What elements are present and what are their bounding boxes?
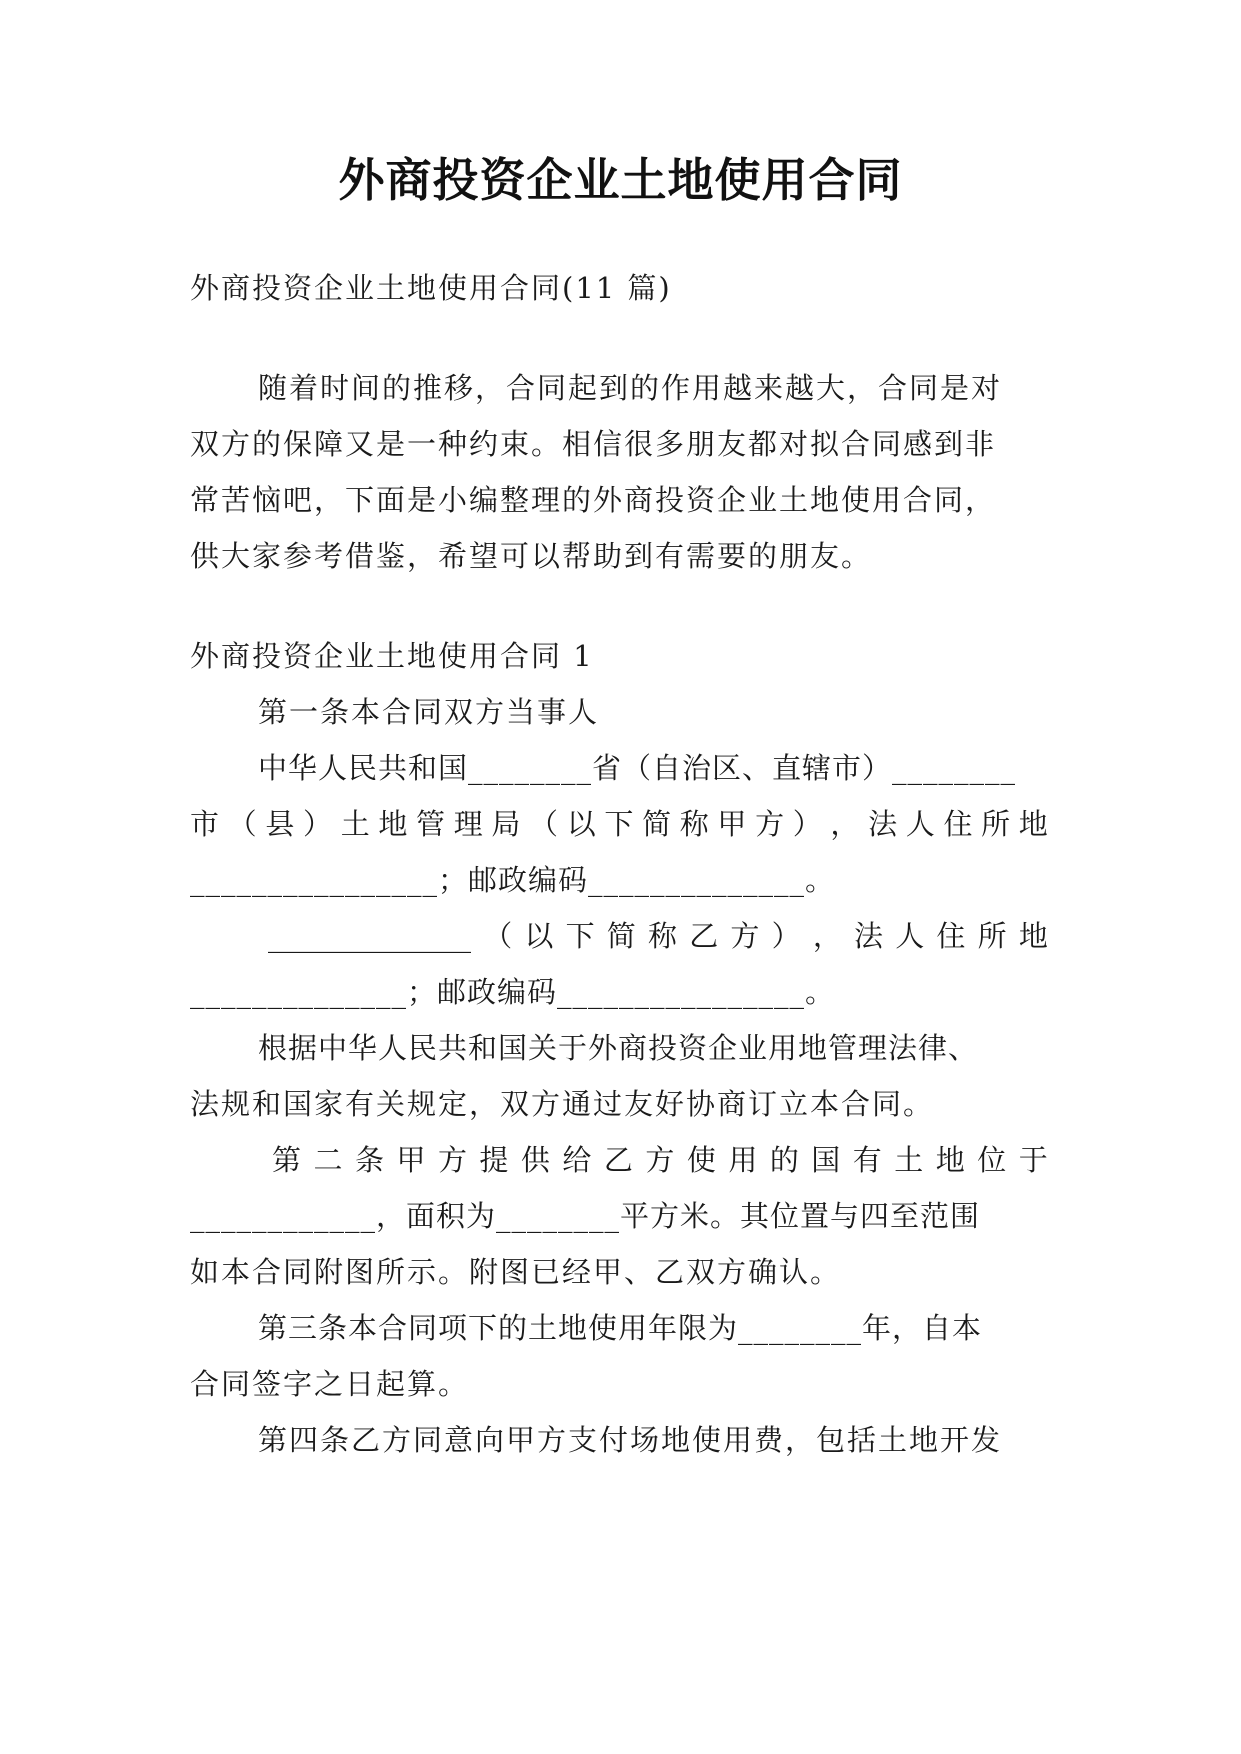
article-1-line-2: 市 （ 县 ） 土 地 管 理 局 （ 以 下 简 称 甲 方 ） ， 法 人 住 所 地 (190, 807, 1048, 841)
document-subtitle: 外商投资企业土地使用合同(11 篇) (190, 271, 672, 305)
article-4-line-1: 第四条乙方同意向甲方支付场地使用费，包括土地开发 (258, 1423, 1003, 1457)
article-2-line-2: ____________，面积为________平方米。其位置与四至范围 (190, 1199, 981, 1233)
article-3-line-1: 第三条本合同项下的土地使用年限为________年，自本 (258, 1311, 983, 1345)
article-2-line-3: 如本合同附图所示。附图已经甲、乙双方确认。 (190, 1255, 842, 1289)
article-1-line-3: ________________；邮政编码______________。 (190, 863, 836, 897)
article-1-heading: 第一条本合同双方当事人 (258, 695, 600, 729)
intro-line-2: 双方的保障又是一种约束。相信很多朋友都对拟合同感到非 (190, 427, 997, 461)
section-heading: 外商投资企业土地使用合同 1 (190, 639, 594, 673)
article-1-line-4: ______________ （ 以 下 简 称 乙 方 ） ， 法 人 住 所 地 (268, 919, 1048, 953)
basis-line-1: 根据中华人民共和国关于外商投资企业用地管理法律、 (258, 1031, 979, 1065)
article-2-line-1: 第 二 条 甲 方 提 供 给 乙 方 使 用 的 国 有 土 地 位 于 (272, 1143, 1048, 1177)
article-3-line-2: 合同签字之日起算。 (190, 1367, 470, 1401)
intro-line-4: 供大家参考借鉴，希望可以帮助到有需要的朋友。 (190, 539, 873, 573)
article-1-line-5: ______________；邮政编码________________。 (190, 975, 836, 1009)
intro-line-1: 随着时间的推移，合同起到的作用越来越大，合同是对 (258, 371, 1003, 405)
article-1-line-1: 中华人民共和国________省（自治区、直辖市）________ (258, 751, 1017, 785)
document-title: 外商投资企业土地使用合同 (338, 153, 903, 207)
intro-line-3: 常苦恼吧，下面是小编整理的外商投资企业土地使用合同， (190, 483, 997, 517)
basis-line-2: 法规和国家有关规定，双方通过友好协商订立本合同。 (190, 1087, 935, 1121)
